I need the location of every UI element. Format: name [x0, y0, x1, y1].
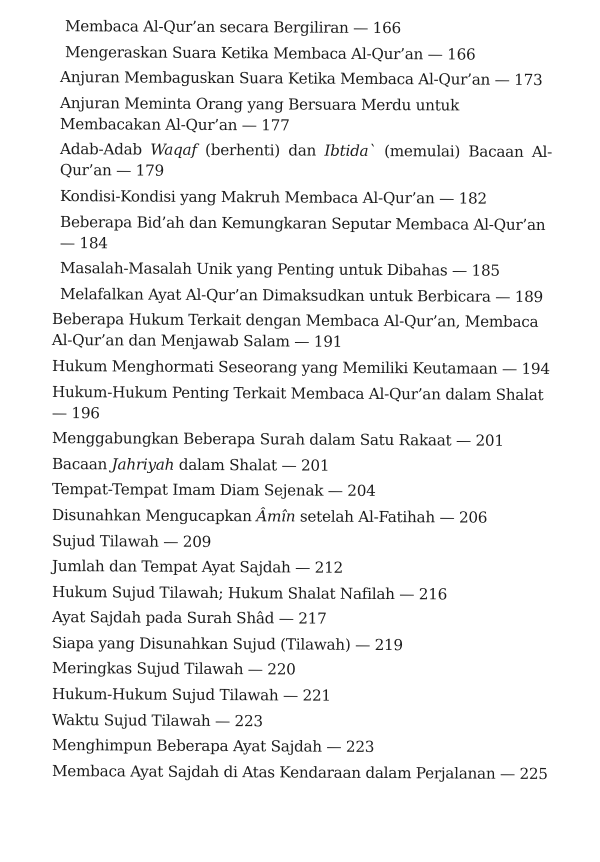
toc-entry-page: 191 — [313, 332, 343, 352]
toc-entry-page: 223 — [234, 711, 263, 730]
toc-entry-page: 212 — [314, 558, 344, 577]
toc-entry-page: 201 — [300, 456, 330, 475]
toc-entry — [52, 761, 552, 785]
toc-separator: — — [355, 635, 371, 654]
toc-separator: — — [51, 403, 67, 422]
toc-entry-title-part: Adab-Adab — [60, 140, 151, 159]
toc-entry-page: 220 — [267, 660, 296, 679]
toc-entry-page: 209 — [182, 532, 212, 551]
toc-entry-title: Menggabungkan Beberapa Surah dalam Satu Rakaat — [51, 429, 452, 450]
toc-entry — [52, 382, 552, 427]
toc-entry-page: 166 — [372, 18, 401, 38]
toc-entry-title: Waktu Sujud Tilawah — [51, 710, 211, 730]
toc-entry — [52, 479, 552, 503]
toc-entry — [52, 186, 552, 210]
toc-entry-page: 194 — [521, 359, 550, 378]
toc-entry — [52, 505, 552, 529]
toc-separator: — — [116, 161, 132, 180]
toc-entry — [52, 633, 552, 657]
toc-separator: — — [163, 532, 179, 551]
toc-entry-page: 206 — [458, 508, 488, 527]
toc-entry — [52, 93, 552, 138]
toc-entry-page: 196 — [71, 403, 100, 422]
toc-entry-title: Anjuran Meminta Orang yang Bersuara Merdu untuk Membacakan Al-Qur’an — [59, 93, 460, 134]
toc-separator: — — [294, 332, 310, 351]
toc-entry — [52, 67, 552, 91]
toc-separator: — — [241, 115, 257, 135]
toc-entry-title-part: (berhenti) dan — [196, 141, 325, 161]
toc-entry-title: Meringkas Sujud Tilawah — [51, 659, 244, 679]
toc-separator: — — [247, 660, 263, 679]
toc-entry-title-part: Disunahkan Mengucapkan — [51, 505, 257, 526]
toc-entry-title: Hukum Menghormati Seseorang yang Memiliki Keutamaan — [51, 356, 498, 378]
toc-entry-title: Tempat-Tempat Imam Diam Sejenak — [51, 480, 324, 500]
toc-entry-title: Beberapa Hukum Terkait dengan Membaca Al-Qur’an, Membaca Al-Qur’an dan Menjawab Salam — [51, 310, 539, 351]
toc-separator: — — [501, 359, 518, 378]
toc-entry-page: 204 — [347, 482, 376, 501]
toc-separator: — — [439, 189, 455, 208]
toc-entry-title: Masalah-Masalah Unik yang Penting untuk Dibahas — [59, 259, 448, 280]
toc-entry-title: Hukum-Hukum Penting Terkait Membaca Al-Qur’an dalam Shalat — [52, 382, 544, 404]
toc-entry-title-italic: Âmîn — [256, 507, 296, 526]
toc-separator: — — [399, 584, 415, 603]
toc-separator: — — [278, 609, 294, 628]
toc-entry-title-italic: Waqaf — [150, 140, 197, 160]
toc-entry — [52, 42, 552, 66]
toc-entry-title-italic: Jahriyah — [111, 455, 175, 474]
toc-entry-page: 216 — [418, 584, 448, 604]
toc-entry-title: Hukum Sujud Tilawah; Hukum Shalat Nafilah — [51, 582, 395, 603]
toc-entry-page: 219 — [374, 635, 403, 655]
toc-entry — [52, 309, 552, 354]
toc-entry-title: Membaca Ayat Sajdah di Atas Kendaraan dalam Perjalanan — [51, 761, 496, 783]
toc-entry-title-part: Bacaan — [51, 454, 112, 474]
toc-entry-title: Siapa yang Disunahkan Sujud (Tilawah) — [51, 633, 351, 654]
toc-entry — [52, 710, 552, 734]
toc-entry — [52, 735, 552, 759]
toc-entry-title-part: dalam Shalat — [174, 455, 277, 475]
toc-entry-title: Kondisi-Kondisi yang Makruh Membaca Al-Qur’an — [59, 187, 435, 208]
toc-entry — [52, 556, 552, 580]
toc-entry — [52, 139, 552, 184]
toc-separator: — — [215, 711, 231, 730]
toc-entry — [52, 684, 552, 708]
toc-entry-title: Mengeraskan Suara Ketika Membaca Al-Qur’an — [64, 42, 424, 63]
toc-entry — [52, 284, 552, 308]
toc-entry-title: Hukum-Hukum Sujud Tilawah — [51, 685, 279, 705]
toc-separator: — — [427, 44, 443, 63]
toc-entry-page: 217 — [298, 609, 327, 628]
toc-separator: — — [281, 456, 297, 475]
toc-entry-page: 177 — [261, 116, 290, 135]
toc-separator: — — [326, 737, 342, 757]
toc-entry-page: 201 — [475, 431, 504, 450]
toc-separator: — — [327, 481, 343, 501]
toc-entry — [52, 607, 552, 631]
toc-entry-title-part: setelah Al-Fatihah — [295, 507, 435, 527]
toc-entry-page: 221 — [302, 686, 331, 705]
toc-separator: — — [455, 431, 472, 450]
toc-separator: — — [439, 508, 455, 527]
toc-entry-title: Beberapa Bid’ah dan Kemungkaran Seputar Membaca Al-Qur’an — [60, 212, 546, 234]
toc-entry-title: Membaca Al-Qur’an secara Bergiliran — [64, 17, 349, 37]
toc-entry-page: 189 — [514, 287, 544, 306]
toc-entry — [52, 582, 552, 606]
toc-separator: — — [353, 18, 369, 37]
toc-entry — [52, 658, 552, 682]
toc-entry-page: 225 — [519, 764, 548, 783]
toc-entry-title: Sujud Tilawah — [51, 531, 159, 551]
toc-entry — [52, 356, 552, 380]
toc-separator: — — [283, 686, 299, 705]
toc-separator: — — [495, 287, 511, 306]
table-of-contents — [52, 16, 552, 786]
toc-entry — [52, 212, 552, 257]
toc-entry-page: 182 — [458, 189, 487, 208]
toc-entry-page: 173 — [514, 71, 543, 90]
toc-separator: — — [494, 70, 510, 89]
toc-entry-title: Anjuran Membaguskan Suara Ketika Membaca Al-Qur’an — [59, 68, 491, 89]
toc-entry-page: 223 — [345, 738, 375, 757]
toc-entry-page: 179 — [135, 161, 164, 181]
toc-entry-page: 166 — [447, 45, 476, 64]
toc-entry-title: Melafalkan Ayat Al-Qur’an Dimaksudkan untuk Berbicara — [59, 284, 491, 306]
toc-entry-title: Ayat Sajdah pada Surah Shâd — [51, 608, 275, 628]
toc-entry — [52, 531, 552, 555]
toc-entry-page: 184 — [79, 233, 108, 252]
toc-separator: — — [59, 233, 75, 252]
toc-separator: — — [499, 764, 515, 783]
toc-separator: — — [295, 558, 311, 577]
toc-entry — [52, 16, 552, 40]
toc-entry-title: Menghimpun Beberapa Ayat Sajdah — [51, 736, 322, 756]
toc-entry-title-part: (memulai) Bacaan Al-Qur’an — [59, 142, 553, 180]
toc-entry — [52, 258, 552, 282]
toc-entry-title: Jumlah dan Tempat Ayat Sajdah — [51, 557, 291, 577]
toc-separator: — — [451, 261, 468, 280]
toc-entry — [52, 454, 552, 478]
toc-entry-title-italic: Ibtida` — [324, 142, 376, 161]
toc-entry — [52, 428, 552, 452]
toc-entry-page: 185 — [471, 261, 500, 280]
